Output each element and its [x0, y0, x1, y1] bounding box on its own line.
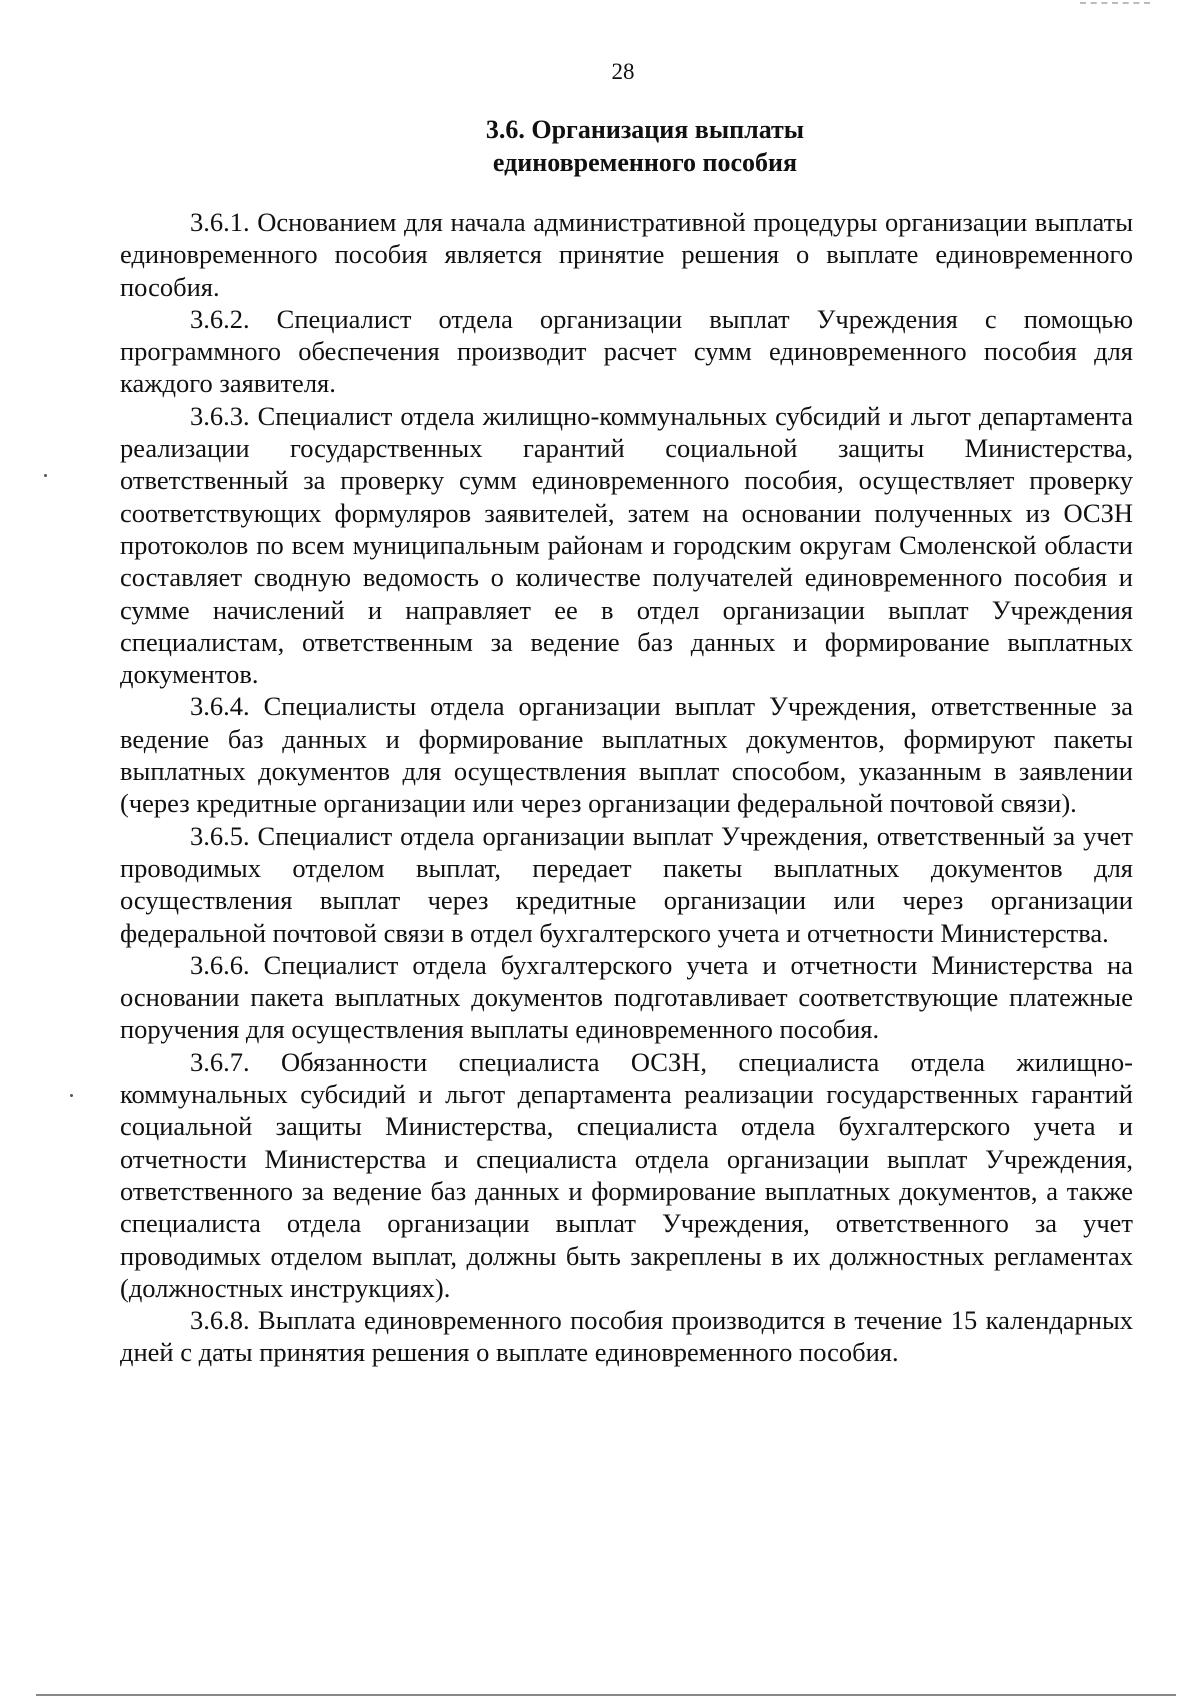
paragraph-3-6-1: 3.6.1. Основанием для начала административной процедуры организации выплаты единовременного пособия является принятие решения о выплате единовременного пособия. [120, 207, 1133, 302]
section-title-line-1: 3.6. Организация выплаты [485, 115, 805, 144]
paragraph-3-6-5: 3.6.5. Специалист отдела организации выплат Учреждения, ответственный за учет проводимых отделом выплат, передает пакеты выплатных документов для осуществления выплат через кредитные организации или через организации федеральной почтовой связи в отдел бухгалтерского учета и отчетности Министерства. [120, 820, 1133, 948]
section-title [0, 113, 1200, 179]
scan-speck [70, 1094, 73, 1097]
paragraph-3-6-3: 3.6.3. Специалист отдела жилищно-коммунальных субсидий и льгот департамента реализации государственных гарантий социальной защиты Министерства, ответственный за проверку сумм единовременного пособия, осуществляет проверку соответствующих формуляров заявителей, затем на основании полученных из ОСЗН протоколов по всем муниципальным районам и городским округам Смоленской области составляет сводную ведомость о количестве получателей единовременного пособия и сумме начислений и направляет ее в отдел организации выплат Учреждения специалистам, ответственным за ведение баз данных и формирование выплатных документов. [120, 400, 1133, 690]
scan-artifact-top [1080, 2, 1150, 6]
scan-speck [44, 474, 47, 477]
document-body [120, 206, 1133, 1369]
paragraph-3-6-8: 3.6.8. Выплата единовременного пособия производится в течение 15 календарных дней с даты принятия решения о выплате единовременного пособия. [120, 1305, 1133, 1368]
paragraph-3-6-7: 3.6.7. Обязанности специалиста ОСЗН, специалиста отдела жилищно-коммунальных субсидий и льгот департамента реализации государственных гарантий социальной защиты Министерства, специалиста отдела бухгалтерского учета и отчетности Министерства и специалиста отдела организации выплат Учреждения, ответственного за ведение баз данных и формирование выплатных документов, а также специалиста отдела организации выплат Учреждения, ответственного за учет проводимых отделом выплат, должны быть закреплены в их должностных регламентах (должностных инструкциях). [120, 1046, 1133, 1303]
scan-artifact-bottom [36, 1694, 1176, 1698]
paragraph-3-6-4: 3.6.4. Специалисты отдела организации выплат Учреждения, ответственные за ведение баз данных и формирование выплатных документов, формируют пакеты выплатных документов для осуществления выплат способом, указанным в заявлении (через кредитные организации или через организации федеральной почтовой связи). [120, 691, 1133, 819]
page-number: 28 [611, 59, 635, 84]
paragraph-3-6-2: 3.6.2. Специалист отдела организации выплат Учреждения с помощью программного обеспечения производит расчет сумм единовременного пособия для каждого заявителя. [120, 303, 1133, 399]
paragraph-3-6-6: 3.6.6. Специалист отдела бухгалтерского учета и отчетности Министерства на основании пакета выплатных документов подготавливает соответствующие платежные поручения для осуществления выплаты единовременного пособия. [120, 949, 1133, 1045]
section-title-line-2: единовременного пособия [492, 148, 798, 177]
